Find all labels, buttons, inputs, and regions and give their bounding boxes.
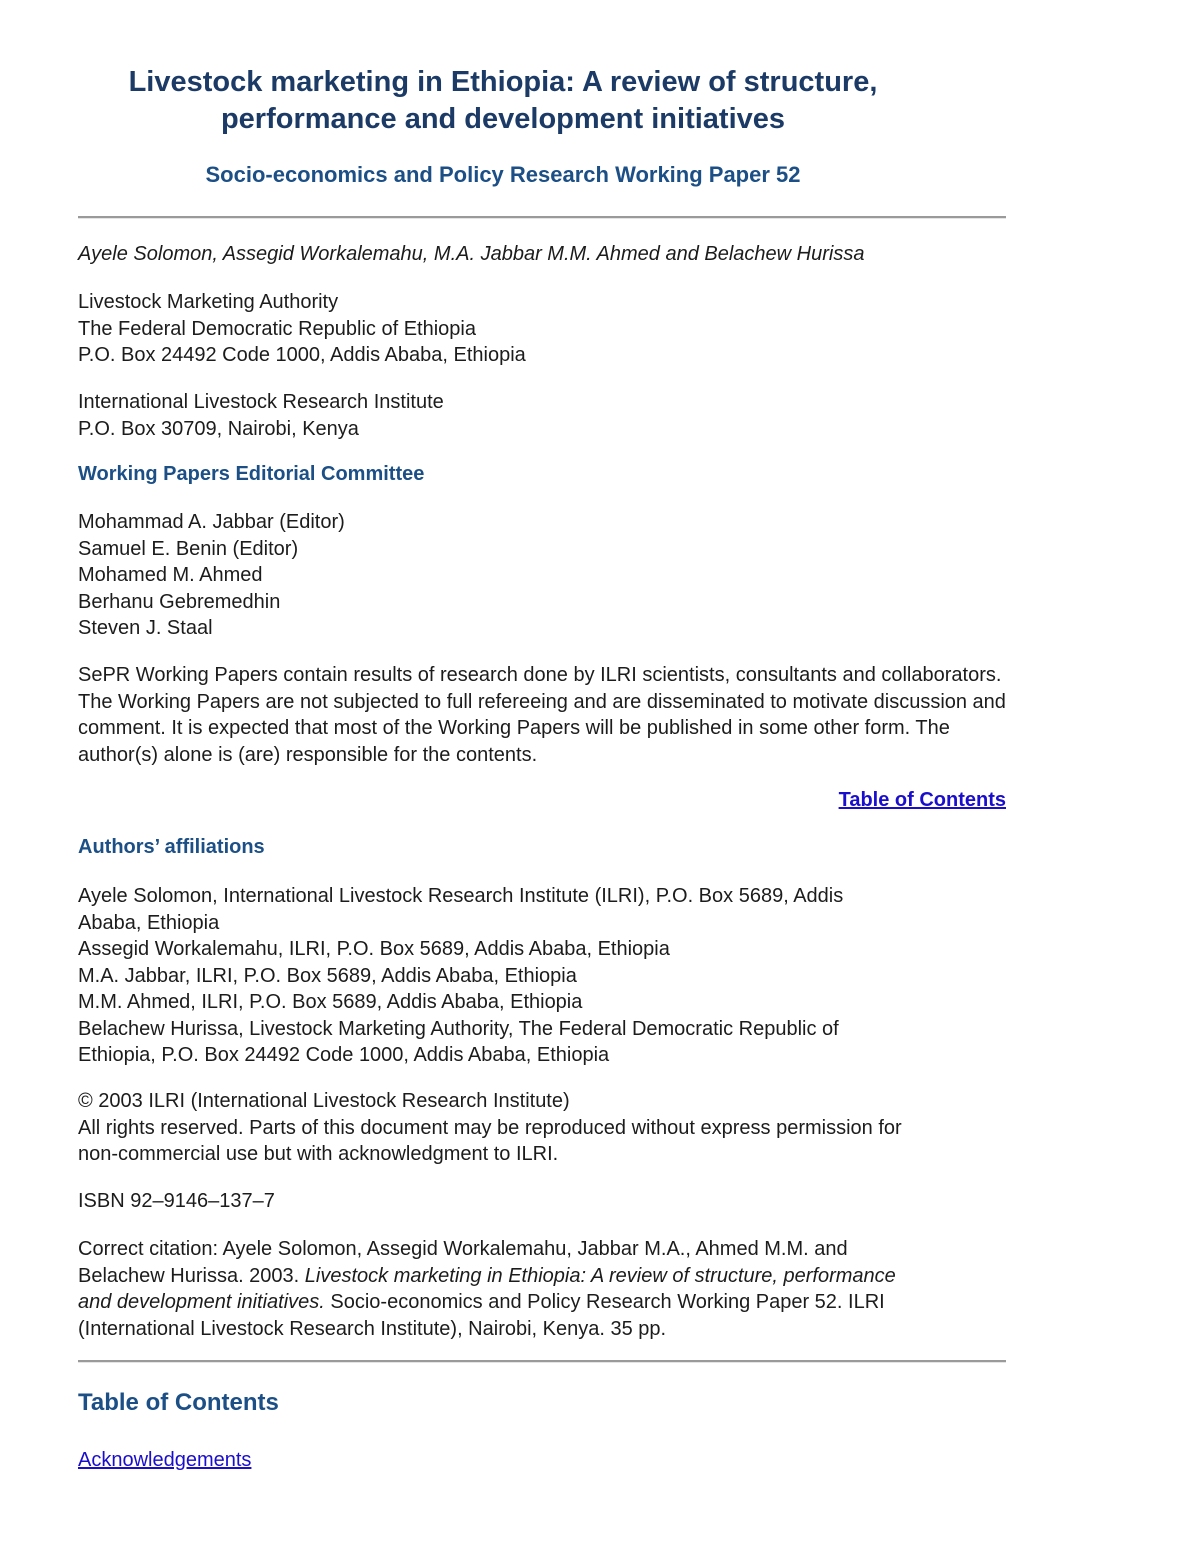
committee-member: Samuel E. Benin (Editor)	[78, 537, 299, 560]
committee-heading: Working Papers Editorial Committee	[78, 463, 425, 485]
affiliation-line: Ababa, Ethiopia	[78, 911, 220, 934]
institution-1	[78, 289, 1013, 369]
title-line-2: performance and development initiatives	[220, 103, 786, 135]
toc-link-container	[78, 789, 1006, 812]
title-line-1: Livestock marketing in Ethiopia: A review of structure,	[128, 66, 878, 98]
committee-members	[78, 509, 1013, 642]
isbn: ISBN 92–9146–137–7	[78, 1190, 275, 1212]
citation-line	[78, 1289, 1013, 1316]
horizontal-divider-top	[78, 216, 1006, 219]
committee-member: Mohammad A. Jabbar (Editor)	[78, 511, 345, 533]
toc-list	[78, 1447, 1013, 1474]
disclaimer-paragraph: SePR Working Papers contain results of research done by ILRI scientists, consultants and collaborators. The Working Papers are not subjected to full refereeing and are disseminated to motivate discussion and comment. It is expected that most of the Working Papers will be published in some other form. The author(s) alone is (are) responsible for the contents.	[78, 664, 1006, 766]
institution-1-line: Livestock Marketing Authority	[78, 291, 339, 313]
citation-block	[78, 1236, 1013, 1342]
horizontal-divider-bottom	[78, 1360, 1006, 1363]
citation-title-italic: and development initiatives.	[78, 1291, 325, 1313]
rights-line: All rights reserved. Parts of this document may be reproduced without express permission for	[78, 1116, 902, 1139]
institution-1-line: P.O. Box 24492 Code 1000, Addis Ababa, Ethiopia	[78, 344, 526, 366]
affiliations-heading: Authors’ affiliations	[78, 836, 265, 858]
institution-2-line: International Livestock Research Institute	[78, 391, 444, 413]
citation-line	[78, 1263, 1013, 1290]
affiliation-line: Ethiopia, P.O. Box 24492 Code 1000, Addis Ababa, Ethiopia	[78, 1044, 610, 1066]
committee-member: Mohamed M. Ahmed	[78, 564, 263, 586]
citation-text: Belachew Hurissa. 2003.	[78, 1264, 305, 1287]
committee-member: Berhanu Gebremedhin	[78, 590, 281, 613]
institution-2-line: P.O. Box 30709, Nairobi, Kenya	[78, 417, 359, 440]
committee-member: Steven J. Staal	[78, 617, 213, 639]
rights-line: non-commercial use but with acknowledgment to ILRI.	[78, 1143, 559, 1165]
copyright-line: © 2003 ILRI (International Livestock Research Institute)	[78, 1090, 570, 1112]
citation-text: Socio-economics and Policy Research Working Paper 52. ILRI	[324, 1291, 885, 1313]
authors-line: Ayele Solomon, Assegid Workalemahu, M.A. Jabbar M.M. Ahmed and Belachew Hurissa	[78, 243, 865, 265]
affiliations-list	[78, 883, 1013, 1069]
affiliation-line: Ayele Solomon, International Livestock Research Institute (ILRI), P.O. Box 5689, Addis	[78, 885, 844, 907]
affiliation-line: Assegid Workalemahu, ILRI, P.O. Box 5689, Addis Ababa, Ethiopia	[78, 938, 670, 960]
toc-heading: Table of Contents	[78, 1389, 279, 1416]
table-of-contents-link[interactable]: Table of Contents	[838, 789, 1006, 811]
copyright-block	[78, 1088, 1013, 1168]
document-subtitle: Socio-economics and Policy Research Working Paper 52	[205, 162, 801, 187]
citation-line: Correct citation: Ayele Solomon, Assegid Workalemahu, Jabbar M.A., Ahmed M.M. and	[78, 1238, 848, 1260]
citation-line: (International Livestock Research Institute), Nairobi, Kenya. 35 pp.	[78, 1317, 667, 1340]
toc-item-acknowledgements[interactable]: Acknowledgements	[78, 1449, 252, 1471]
citation-title-italic: Livestock marketing in Ethiopia: A review of structure, performance	[304, 1264, 896, 1287]
affiliation-line: M.A. Jabbar, ILRI, P.O. Box 5689, Addis Ababa, Ethiopia	[78, 964, 577, 987]
affiliation-line: Belachew Hurissa, Livestock Marketing Authority, The Federal Democratic Republic of	[78, 1017, 839, 1040]
institution-2	[78, 389, 1013, 442]
institution-1-line: The Federal Democratic Republic of Ethiopia	[78, 317, 476, 340]
affiliation-line: M.M. Ahmed, ILRI, P.O. Box 5689, Addis Ababa, Ethiopia	[78, 991, 583, 1013]
document-title	[0, 64, 1006, 138]
